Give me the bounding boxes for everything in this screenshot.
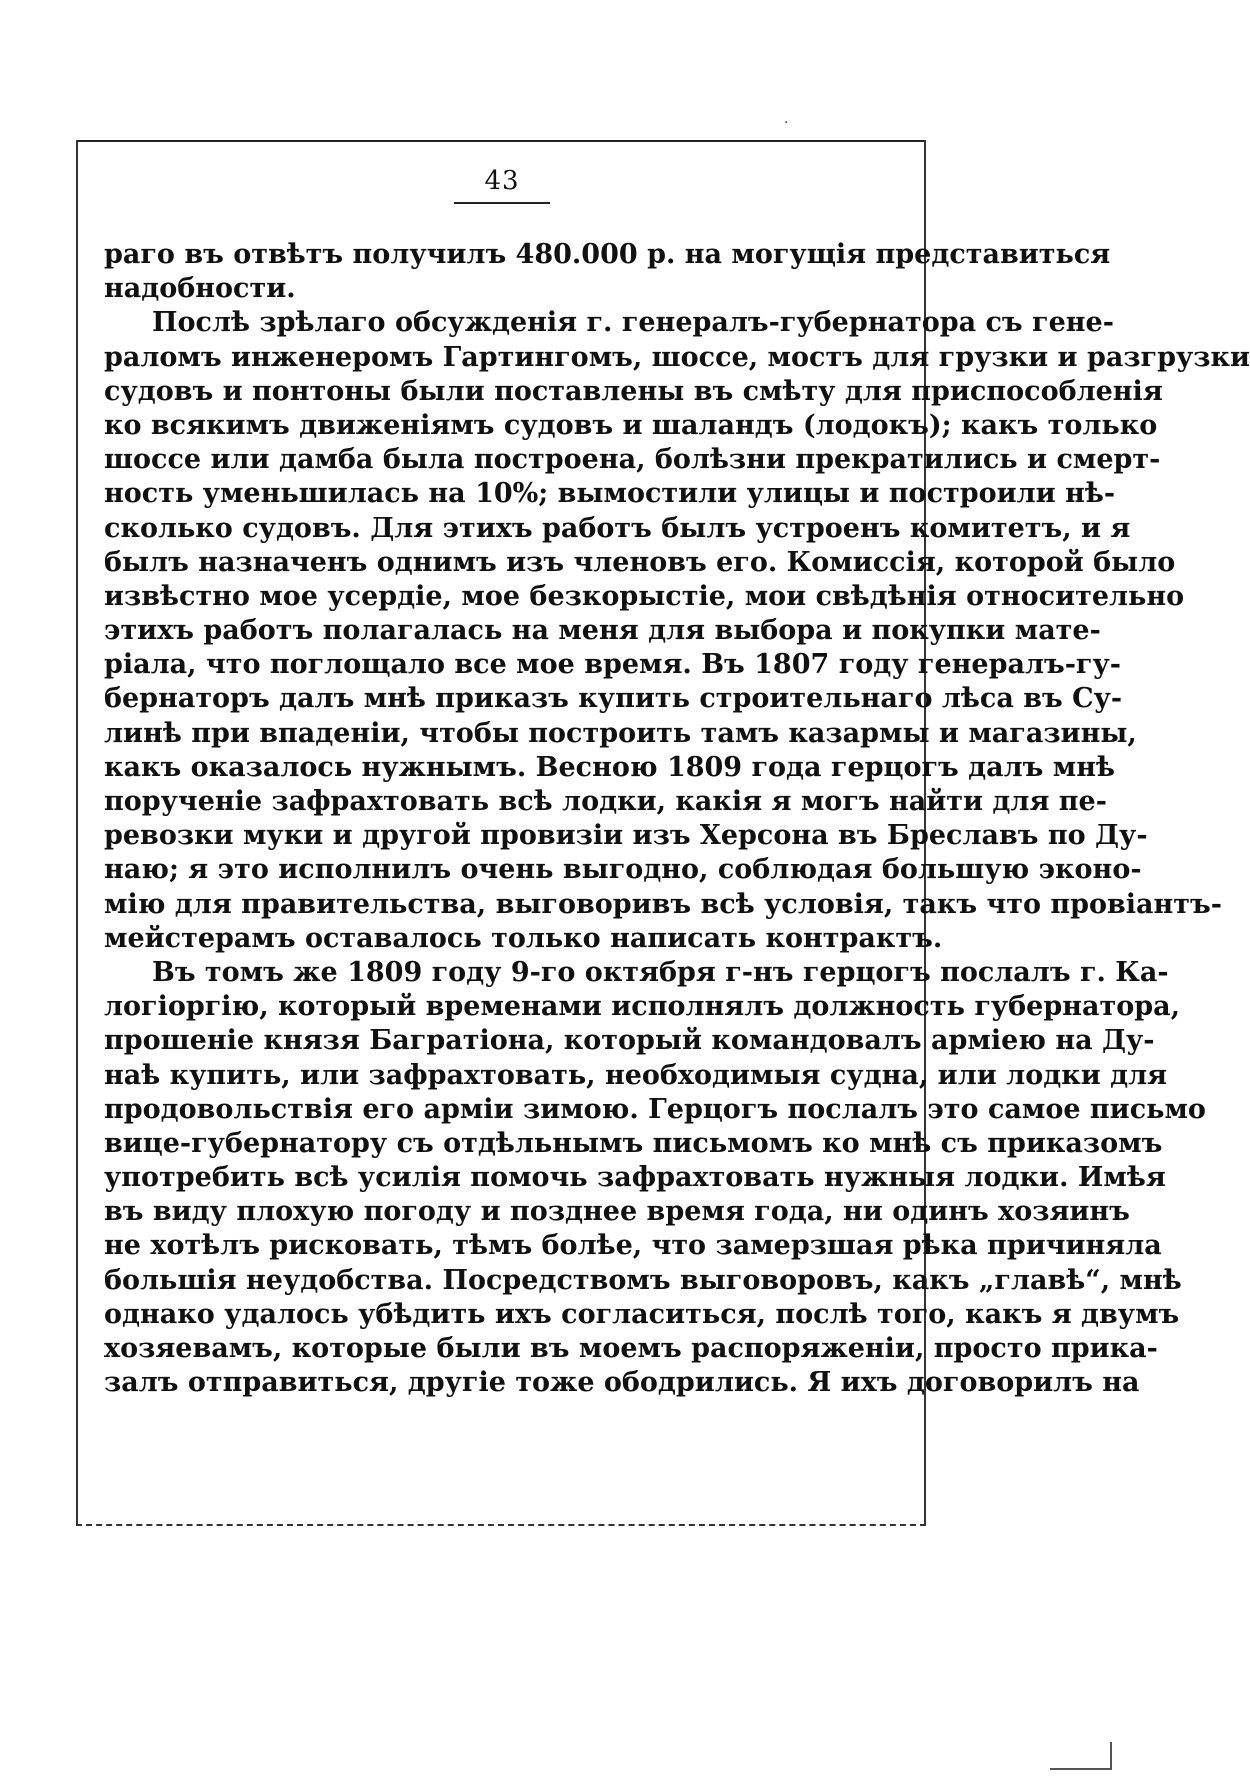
text-line: былъ назначенъ однимъ изъ членовъ его. Комиссія, которой было bbox=[104, 546, 1176, 578]
text-line: какъ оказалось нужнымъ. Весною 1809 года герцогъ далъ мнѣ bbox=[104, 751, 1115, 783]
text-line: не хотѣлъ рисковать, тѣмъ болѣе, что замерзшая рѣка причиняла bbox=[104, 1230, 1162, 1262]
text-line: линѣ при впаденіи, чтобы построить тамъ казармы и магазины, bbox=[104, 717, 1137, 749]
text-line: однако удалось убѣдить ихъ согласиться, послѣ того, какъ я двумъ bbox=[104, 1298, 1180, 1330]
text-line: большія неудобства. Посредствомъ выговоровъ, какъ „главѣ“, мнѣ bbox=[104, 1264, 1182, 1296]
text-line: наю; я это исполнилъ очень выгодно, соблюдая большую эконо- bbox=[104, 854, 1142, 886]
text-line: залъ отправиться, другіе тоже ободрились. Я ихъ договорилъ на bbox=[104, 1367, 1140, 1399]
border-left bbox=[76, 140, 78, 1526]
text-line: сколько судовъ. Для этихъ работъ былъ устроенъ комитетъ, и я bbox=[104, 512, 1131, 544]
page-number-underline bbox=[454, 202, 550, 204]
body-text bbox=[104, 238, 1250, 1400]
text-line: наѣ купить, или зафрахтовать, необходимыя судна, или лодки для bbox=[104, 1059, 1168, 1091]
text-line: бернаторъ далъ мнѣ приказъ купить строительнаго лѣса въ Су- bbox=[104, 683, 1123, 715]
text-line: раго въ отвѣтъ получилъ 480.000 р. на могущія представиться bbox=[104, 239, 1111, 270]
text-line: ко всякимъ движеніямъ судовъ и шаландъ (лодокъ); какъ только bbox=[104, 409, 1158, 441]
text-line: ность уменьшилась на 10%; вымостили улицы и построили нѣ- bbox=[104, 478, 1116, 510]
text-line: шоссе или дамба была построена, болѣзни прекратились и смерт- bbox=[104, 444, 1161, 476]
scan-corner-mark bbox=[1050, 1742, 1112, 1770]
border-bottom bbox=[76, 1524, 926, 1526]
page-number: 43 bbox=[484, 166, 520, 196]
text-line: раломъ инженеромъ Гартингомъ, шоссе, мостъ для грузки и разгрузки bbox=[104, 341, 1250, 373]
text-line: судовъ и понтоны были поставлены въ смѣту для приспособленія bbox=[104, 375, 1163, 407]
text-line: порученіе зафрахтовать всѣ лодки, какія я могъ найти для пе- bbox=[104, 786, 1107, 817]
text-line: прошеніе князя Багратіона, который командовалъ арміею на Ду- bbox=[104, 1025, 1155, 1057]
text-line: ревозки муки и другой провизіи изъ Херсона въ Бреславъ по Ду- bbox=[104, 820, 1148, 852]
text-line: вице-губернатору съ отдѣльнымъ письмомъ ко мнѣ съ приказомъ bbox=[104, 1127, 1163, 1159]
text-line: извѣстно мое усердіе, мое безкорыстіе, мои свѣдѣнія относительно bbox=[104, 580, 1185, 612]
text-line: въ виду плохую погоду и позднее время года, ни одинъ хозяинъ bbox=[104, 1196, 1130, 1228]
text-line: мію для правительства, выговоривъ всѣ условія, такъ что провіантъ- bbox=[104, 888, 1222, 920]
text-line: логіоргію, который временами исполнялъ должность губернатора, bbox=[104, 991, 1180, 1023]
border-top bbox=[76, 140, 926, 142]
text-line: Послѣ зрѣлаго обсужденія г. генералъ-губернатора съ гене- bbox=[152, 307, 1114, 339]
text-line: этихъ работъ полагалась на меня для выбора и покупки мате- bbox=[104, 615, 1101, 647]
text-line: употребить всѣ усилія помочь зафрахтовать нужныя лодки. Имѣя bbox=[104, 1162, 1166, 1194]
text-line: Въ томъ же 1809 году 9-го октября г-нъ герцогъ послалъ г. Ка- bbox=[152, 956, 1169, 988]
text-line: надобности. bbox=[104, 273, 296, 305]
text-line: мейстерамъ оставалось только написать контрактъ. bbox=[104, 922, 943, 954]
text-line: ріала, что поглощало все мое время. Въ 1807 году генералъ-гу- bbox=[104, 649, 1121, 681]
scan-speck: · bbox=[784, 115, 789, 131]
text-line: продовольствія его арміи зимою. Герцогъ послалъ это самое письмо bbox=[104, 1093, 1206, 1125]
text-line: хозяевамъ, которые были въ моемъ распоряженіи, просто прика- bbox=[104, 1333, 1158, 1364]
